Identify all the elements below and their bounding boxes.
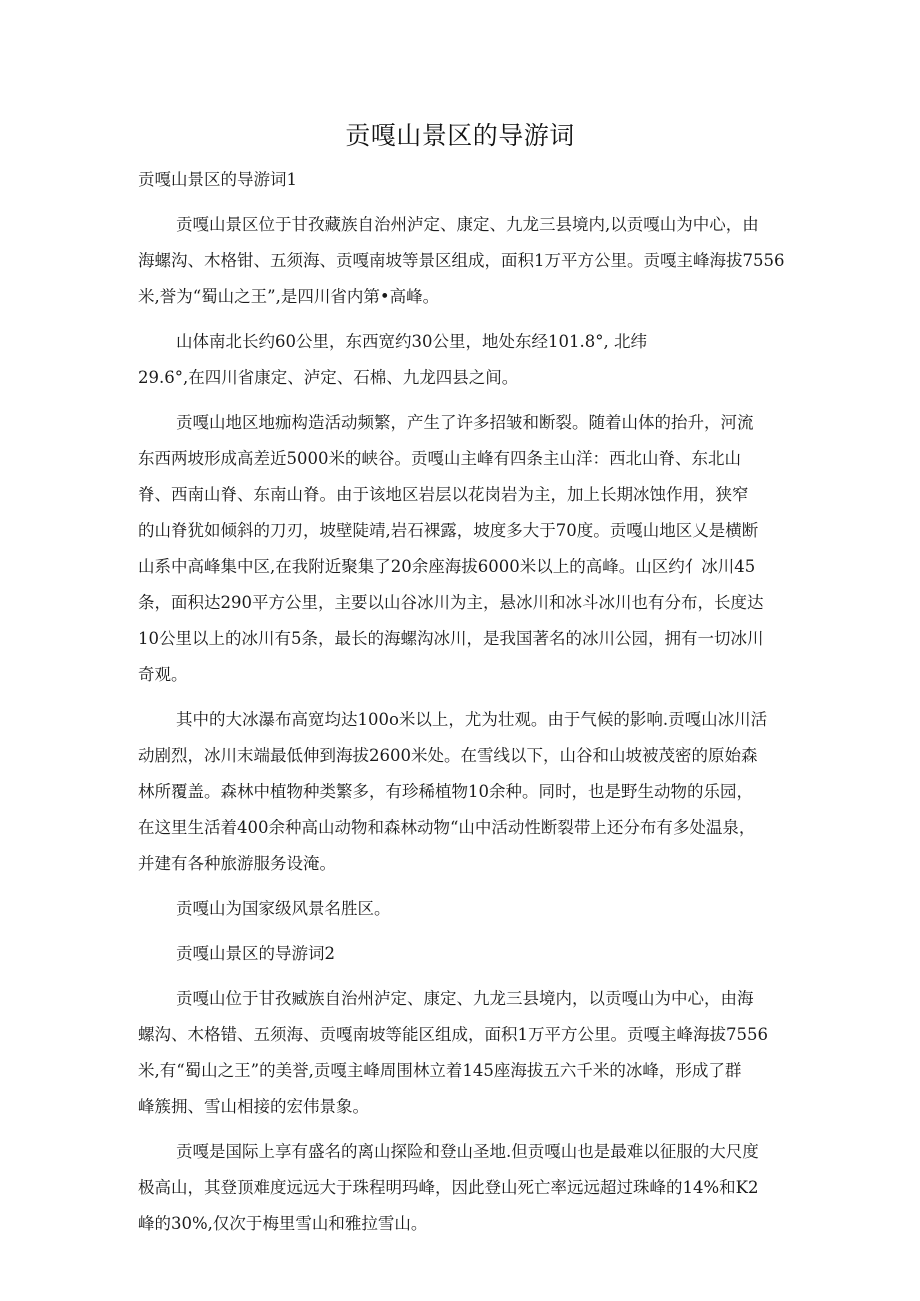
paragraph-line: 动剧烈，冰川末端最低伸到海拔2600米处。在雪线以下，山谷和山坡被茂密的原始森 (138, 746, 758, 765)
paragraph-2 (138, 324, 788, 396)
paragraph-line: 条，面积达290平方公里，主要以山谷冰川为主，悬冰川和冰斗冰川也有分布，长度达 (138, 593, 764, 612)
document-body (138, 162, 788, 1242)
paragraph-line: 10公里以上的冰川有5条，最长的海螺沟冰川，是我国著名的冰川公园，拥有一切冰川 (138, 629, 764, 648)
paragraph-line: 29.6°,在四川省康定、泸定、石棉、九龙四县之间。 (138, 368, 519, 387)
paragraph-line: 峰簇拥、雪山相接的宏伟景象。 (138, 1097, 369, 1116)
paragraph-4 (138, 702, 788, 882)
paragraph-5 (138, 891, 788, 927)
paragraph-8 (138, 1134, 788, 1242)
paragraph-line: 东西两坡形成高差近5000米的峡谷。贡嘎山主峰有四条主山洋：西北山脊、东北山 (138, 449, 741, 468)
paragraph-line: 贡嘎山景区位于甘孜藏族自治州泸定、康定、九龙三县境内,以贡嘎山为中心，由 (176, 215, 759, 234)
paragraph-line: 奇观。 (138, 665, 188, 684)
paragraph-line: 米,誉为“蜀山之王”,是四川省内第•高峰。 (138, 287, 440, 306)
paragraph-1 (138, 207, 788, 315)
paragraph-line: 的山脊犹如倾斜的刀刃，坡壁陡靖,岩石裸露，坡度多大于70度。贡嘎山地区乂是横断 (138, 521, 759, 540)
paragraph-line: 在这里生活着400余种高山动物和森林动物“山中活动性断裂带上还分布有多处温泉， (138, 818, 756, 837)
section-heading-1: 贡嘎山景区的导游词1 (138, 170, 297, 189)
paragraph-line: 其中的大冰瀑布高宽均达100o米以上，尤为壮观。由于气候的影响.贡嘎山冰川活 (176, 710, 768, 729)
paragraph-line: 米,有“蜀山之王”的美誉,贡嘎主峰周围林立着145座海拔五六千米的冰峰，形成了群 (138, 1061, 742, 1080)
paragraph-line: 并建有各种旅游服务设淹。 (138, 854, 336, 873)
paragraph-line: 贡嘎山地区地痂构造活动频繁，产生了许多招皱和断裂。随着山体的抬升，河流 (176, 413, 754, 432)
paragraph-line: 海螺沟、木格钳、五须海、贡嘎南坡等景区组成，面积1万平方公里。贡嘎主峰海拔7556 (138, 251, 785, 270)
paragraph-line: 山体南北长约60公里，东西宽约30公里，地处东经101.8°, 北纬 (176, 332, 647, 351)
paragraph-line: 林所覆盖。森林中植物种类繁多，有珍稀植物10余种。同时，也是野生动物的乐园， (138, 782, 753, 801)
paragraph-line: 脊、西南山脊、东南山脊。由于该地区岩层以花岗岩为主，加上长期冰蚀作用，狭窄 (138, 485, 749, 504)
paragraph-line: 贡嘎是国际上享有盛名的离山探险和登山圣地.但贡嘎山也是最难以征服的大尺度 (176, 1142, 759, 1161)
section-heading-2 (138, 936, 788, 972)
document-title: 贡嘎山景区的导游词 (345, 121, 575, 150)
paragraph-line: 贡嘎山景区的导游词2 (176, 944, 335, 963)
paragraph-line: 山系中高峰集中区,在我附近聚集了20余座海拔6000米以上的高峰。山区约亻冰川45 (138, 557, 756, 576)
paragraph-line: 极高山，其登顶难度远远大于珠程明玛峰，因此登山死亡率远远超过珠峰的14%和K2 (138, 1178, 759, 1197)
paragraph-line: 贡嘎山位于甘孜臧族自治州泸定、康定、九龙三县境内，以贡嘎山为中心，由海 (176, 989, 754, 1008)
paragraph-line: 峰的30%,仅次于梅里雪山和雅拉雪山。 (138, 1214, 428, 1233)
paragraph-7 (138, 981, 788, 1125)
paragraph-3 (138, 405, 788, 693)
paragraph-line: 贡嘎山为国家级风景名胜区。 (176, 899, 391, 918)
paragraph-line: 螺沟、木格错、五须海、贡嘎南坡等能区组成，面积1万平方公里。贡嘎主峰海拔7556 (138, 1025, 768, 1044)
